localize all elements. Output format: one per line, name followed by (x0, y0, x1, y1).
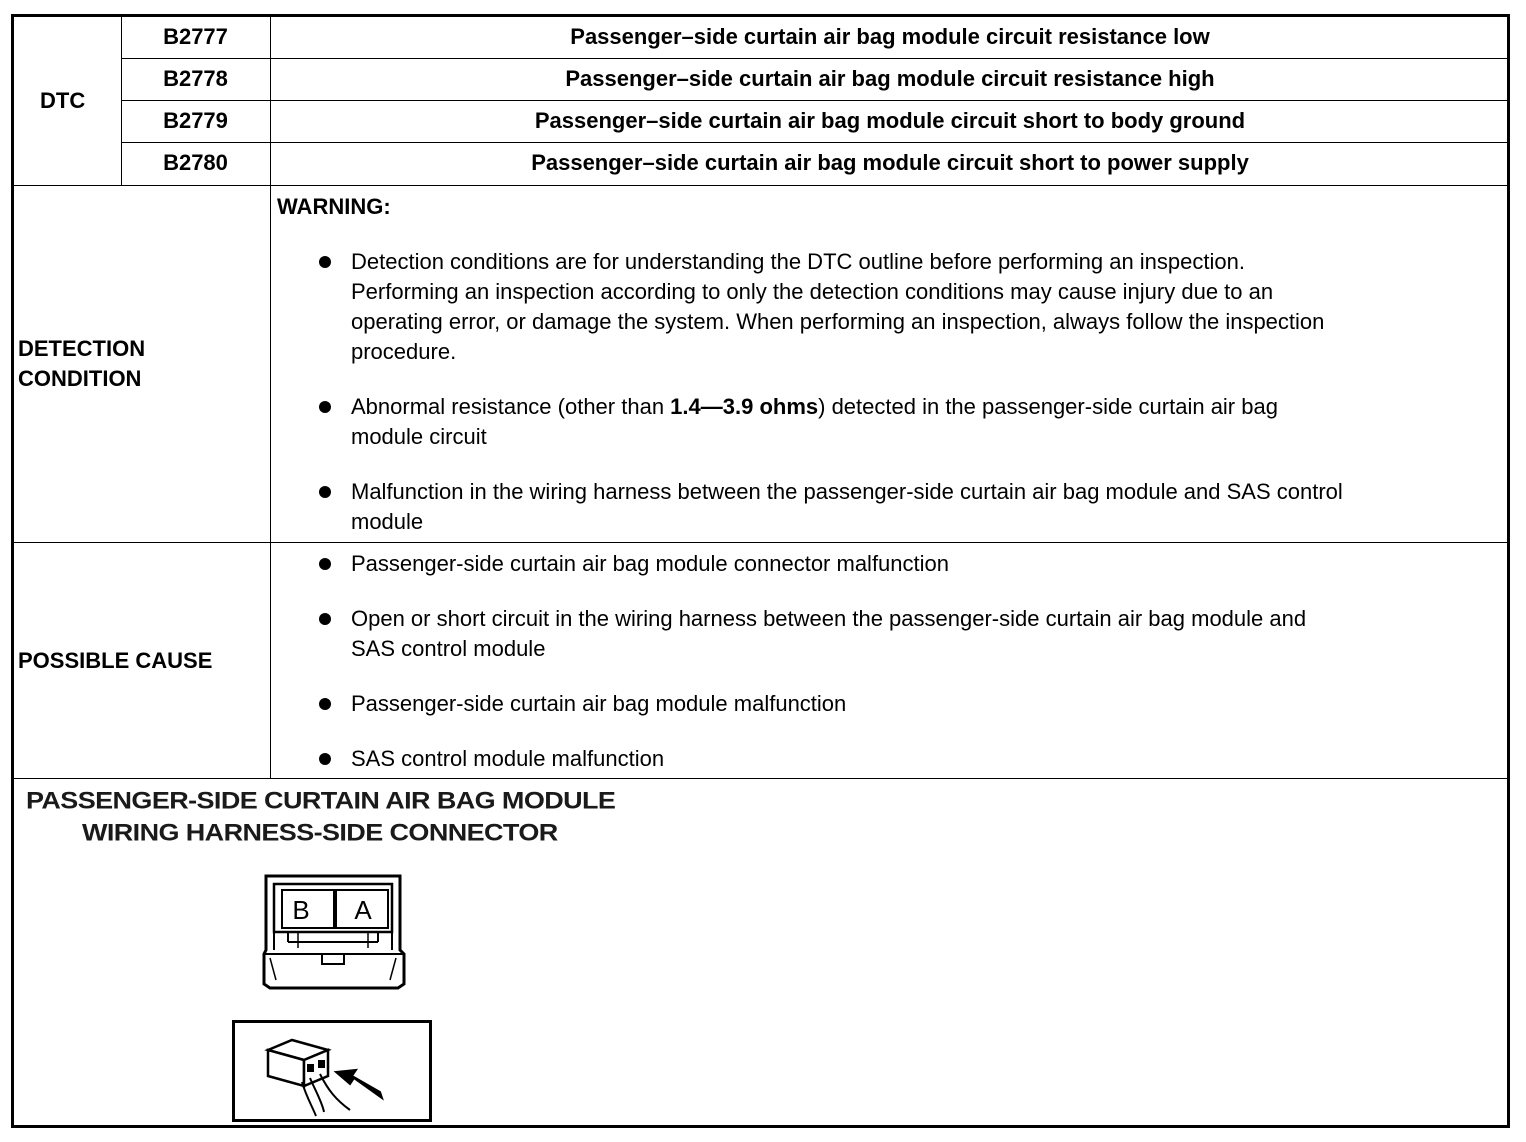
dtc-description: Passenger–side curtain air bag module circuit resistance low (570, 24, 1210, 49)
cause-text-line: SAS control module (351, 636, 546, 661)
section-divider (13, 542, 1509, 543)
detection-text-line: procedure. (351, 339, 457, 364)
bullet-icon (319, 698, 331, 710)
connector-caption-line1: PASSENGER-SIDE CURTAIN AIR BAG MODULE (26, 787, 616, 814)
bullet-icon (319, 558, 331, 570)
cause-text-line: Passenger-side curtain air bag module connector malfunction (351, 551, 949, 576)
dtc-description: Passenger–side curtain air bag module circuit short to body ground (534, 108, 1246, 133)
dtc-code: B2778 (163, 66, 228, 91)
dtc-description: Passenger–side curtain air bag module circuit resistance high (565, 66, 1215, 91)
connector-view-direction-icon (232, 1020, 432, 1122)
cause-text-line: Passenger-side curtain air bag module malfunction (351, 691, 847, 716)
section-divider (13, 185, 1509, 186)
detection-text-line: module circuit (351, 424, 487, 449)
detection-text-line: Performing an inspection according to only the detection conditions may cause injury due to an (351, 279, 1274, 304)
possible-cause-label: POSSIBLE CAUSE (18, 648, 213, 673)
connector-face-diagram (258, 872, 408, 994)
terminal-label: B (292, 895, 310, 925)
detection-text-line: Detection conditions are for understanding the DTC outline before performing an inspection. (351, 249, 1245, 274)
cause-text-line: SAS control module malfunction (351, 746, 665, 771)
terminal-label: A (354, 895, 372, 925)
row-divider (121, 58, 1509, 59)
detection-label-line1: DETECTION (18, 336, 146, 361)
detection-label-line2: CONDITION (18, 366, 142, 391)
dtc-code: B2780 (163, 150, 228, 175)
resistance-value: 1.4—3.9 ohms (670, 394, 819, 419)
detection-text-line: operating error, or damage the system. When performing an inspection, always follow the inspection (351, 309, 1325, 334)
bullet-icon (319, 256, 331, 268)
section-divider (13, 778, 1509, 779)
warning-title: WARNING: (277, 194, 391, 219)
row-divider (121, 142, 1509, 143)
bullet-icon (319, 753, 331, 765)
dtc-code: B2779 (163, 108, 228, 133)
resistance-prefix: Abnormal resistance (other than (351, 394, 671, 419)
dtc-code: B2777 (163, 24, 228, 49)
detection-text-line: Malfunction in the wiring harness between the passenger-side curtain air bag module and SAS control (351, 479, 1343, 504)
connector-caption-line2: WIRING HARNESS-SIDE CONNECTOR (82, 819, 558, 846)
row-divider (121, 100, 1509, 101)
detection-text-line: module (351, 509, 424, 534)
resistance-suffix: ) detected in the passenger-side curtain air bag (818, 394, 1278, 419)
detection-text-line (351, 392, 1278, 422)
bullet-icon (319, 401, 331, 413)
bullet-icon (319, 486, 331, 498)
bullet-icon (319, 613, 331, 625)
cause-text-line: Open or short circuit in the wiring harness between the passenger-side curtain air bag module and (351, 606, 1307, 631)
dtc-description: Passenger–side curtain air bag module circuit short to power supply (531, 150, 1249, 175)
dtc-label: DTC (40, 88, 86, 113)
